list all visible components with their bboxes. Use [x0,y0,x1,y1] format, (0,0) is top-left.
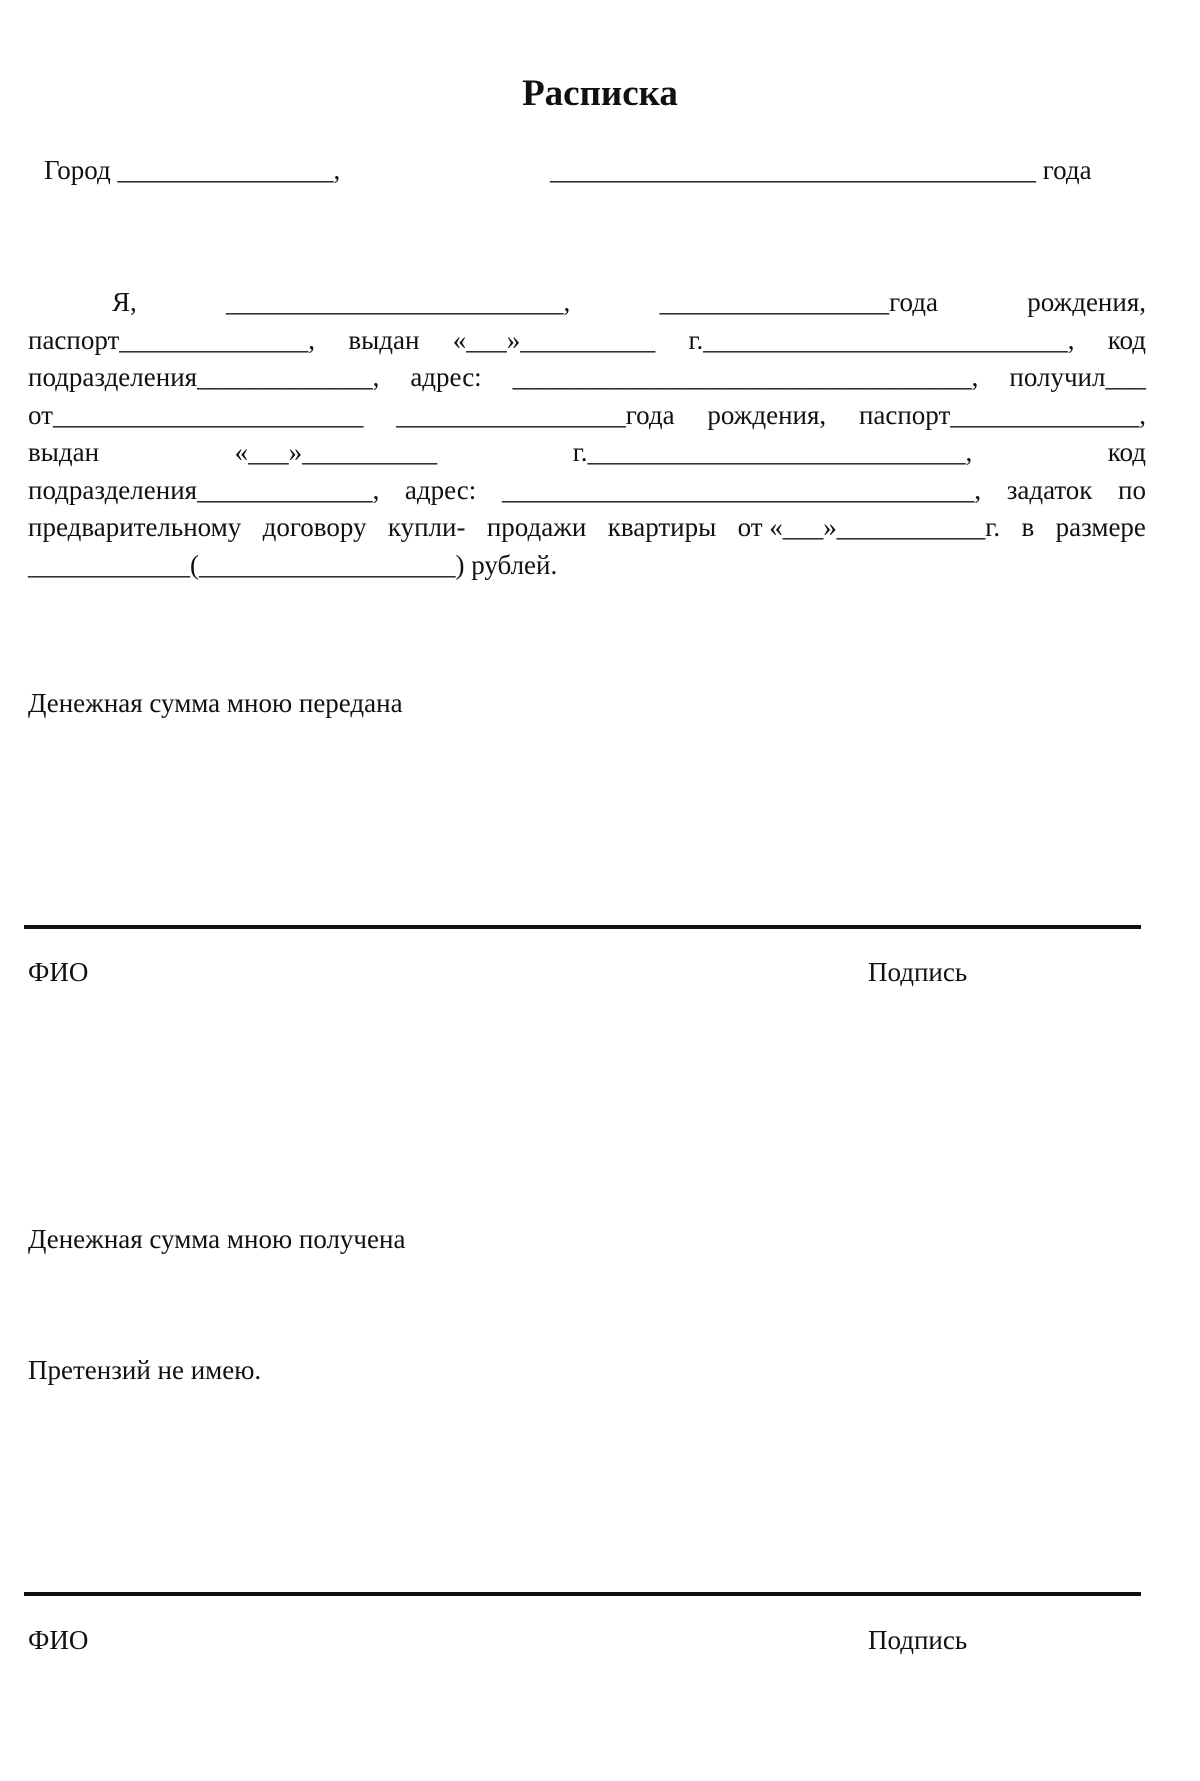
receipt-paragraph [28,284,1146,584]
line-word: от «___»___________г. [737,512,1001,542]
city-field: Город ________________, [44,155,341,185]
line-word: _________________года [659,287,938,317]
line-word: от_______________________ [28,399,364,430]
line-word: получил___ [1009,362,1146,392]
line-word: Я, [112,287,137,317]
line-word: _________________________, [226,287,571,317]
paragraph-line-3 [28,359,1146,397]
line-word: выдан [348,324,420,355]
line-word: в [1021,512,1035,542]
fio-label-given: ФИО [28,957,89,987]
line-word: адрес: [410,362,482,392]
line-word: рождения, [1027,287,1146,317]
line-word: г.____________________________, [572,437,973,467]
line-word: паспорт______________, [28,324,316,355]
line-word: ____________(___________________) рублей. [28,549,558,580]
paragraph-line-4 [28,397,1146,435]
signature-label-received: Подпись [868,1625,968,1655]
paragraph-line-1 [28,284,1146,322]
line-word: подразделения_____________, [28,362,380,392]
line-word: квартиры [607,512,717,542]
line-word: паспорт______________, [858,399,1146,430]
line-word: г.___________________________, [688,324,1075,355]
money-given-text: Денежная сумма мною передана [28,688,403,718]
line-word: адрес: [404,474,477,505]
signature-line-received [24,1592,1141,1596]
date-field: ____________________________________ года [550,155,1092,185]
no-claims-text: Претензий не имею. [28,1355,262,1385]
line-word: __________________________________, [512,362,979,392]
fio-label-received: ФИО [28,1625,89,1655]
line-word: по [1118,474,1146,505]
line-word: задаток [1006,474,1093,505]
signature-line-given [24,925,1141,929]
signature-label-given: Подпись [868,957,968,987]
line-word: выдан [28,437,100,467]
line-word: купли- [387,512,466,542]
line-word: размере [1055,512,1146,542]
paragraph-line-6 [28,472,1146,510]
paragraph-line-7 [28,509,1146,547]
paragraph-line-2 [28,322,1146,360]
line-word: _________________года [396,399,675,430]
line-word: подразделения_____________, [28,474,380,505]
document-title: Расписка [522,73,678,114]
line-word: «___»__________ [234,437,438,467]
paragraph-line-8 [28,547,1146,585]
line-word: ___________________________________, [501,474,982,505]
paragraph-line-5 [28,434,1146,472]
money-received-text: Денежная сумма мною получена [28,1224,406,1254]
line-word: рождения, [707,399,827,430]
line-word: код [1107,437,1146,467]
line-word: предварительному [28,512,242,542]
line-word: договору [262,512,367,542]
line-word: «___»__________ [452,324,656,355]
line-word: код [1107,324,1146,355]
line-word: продажи [486,512,587,542]
